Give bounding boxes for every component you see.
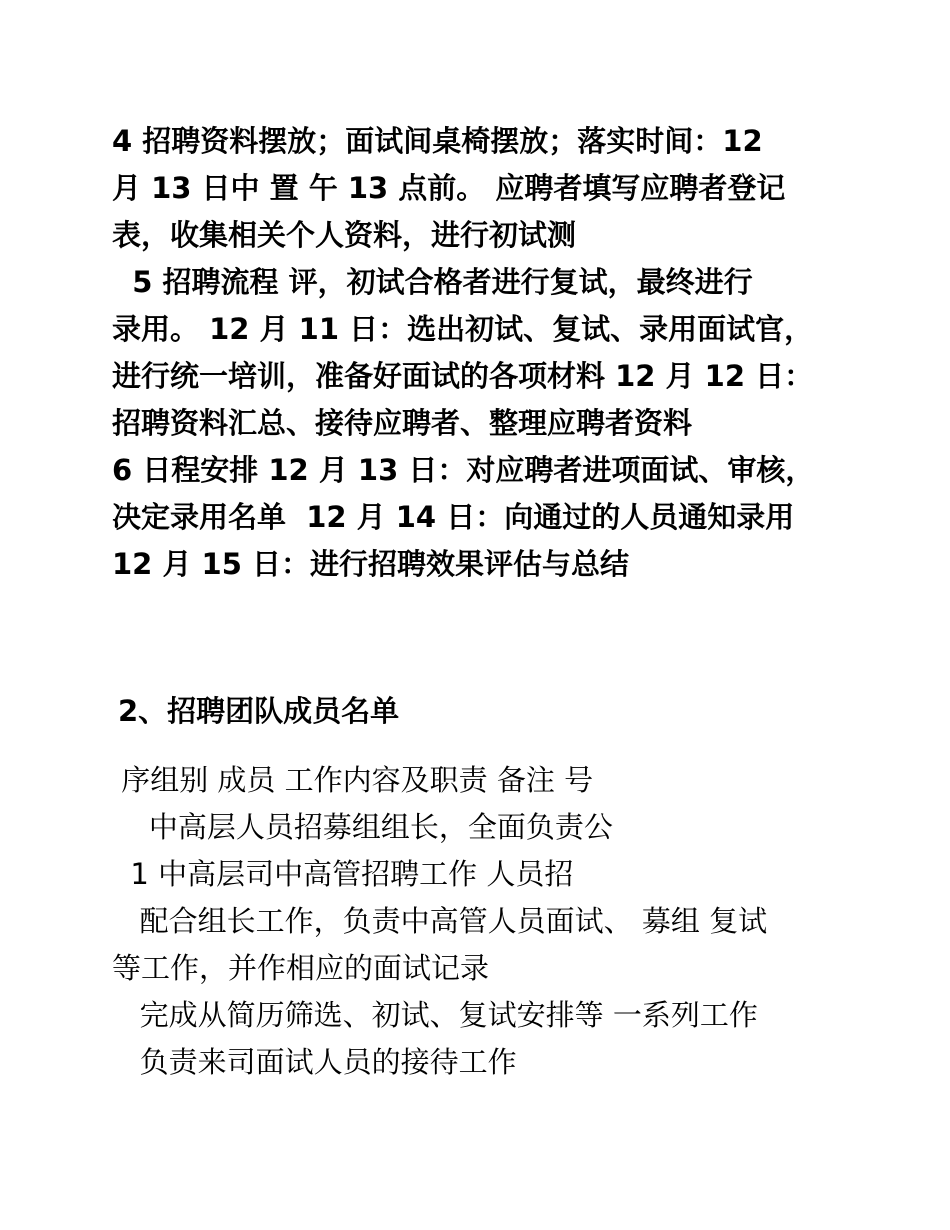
section-heading: 2、招聘团队成员名单 [118,694,400,728]
text-line: 决定录用名单 12 月 14 日：向通过的人员通知录用 [112,500,795,534]
text-line: 录用。 12 月 11 日：选出初试、复试、录用面试官， [112,312,814,346]
text-line: 招聘资料汇总、接待应聘者、整理应聘者资料 [112,406,693,440]
recruitment-schedule-text [112,118,842,588]
text-line: 1 中高层司中高管招聘工作 人员招 [112,857,574,891]
text-line: 序组别 成员 工作内容及职责 备注 号 [112,763,594,797]
text-line: 5 招聘流程 评，初试合格者进行复试，最终进行 [112,265,753,299]
text-line: 表，收集相关个人资料，进行初试测 [112,218,577,252]
text-line: 月 13 日中 置 午 13 点前。 应聘者填写应聘者登记 [112,171,786,205]
text-line: 进行统一培训，准备好面试的各项材料 12 月 12 日： [112,359,814,393]
text-line: 4 招聘资料摆放；面试间桌椅摆放；落实时间：12 [112,124,763,158]
text-line: 中高层人员招募组组长，全面负责公 [112,810,613,844]
text-line: 12 月 15 日：进行招聘效果评估与总结 [112,547,630,581]
text-line: 6 日程安排 12 月 13 日：对应聘者进项面试、审核， [112,453,815,487]
text-line: 配合组长工作，负责中高管人员面试、 募组 复试 [112,904,768,938]
team-member-list [112,757,852,1086]
text-line: 等工作，并作相应的面试记录 [112,951,490,985]
text-line: 负责来司面试人员的接待工作 [112,1045,517,1079]
text-line: 完成从简历筛选、初试、复试安排等 一系列工作 [112,998,758,1032]
